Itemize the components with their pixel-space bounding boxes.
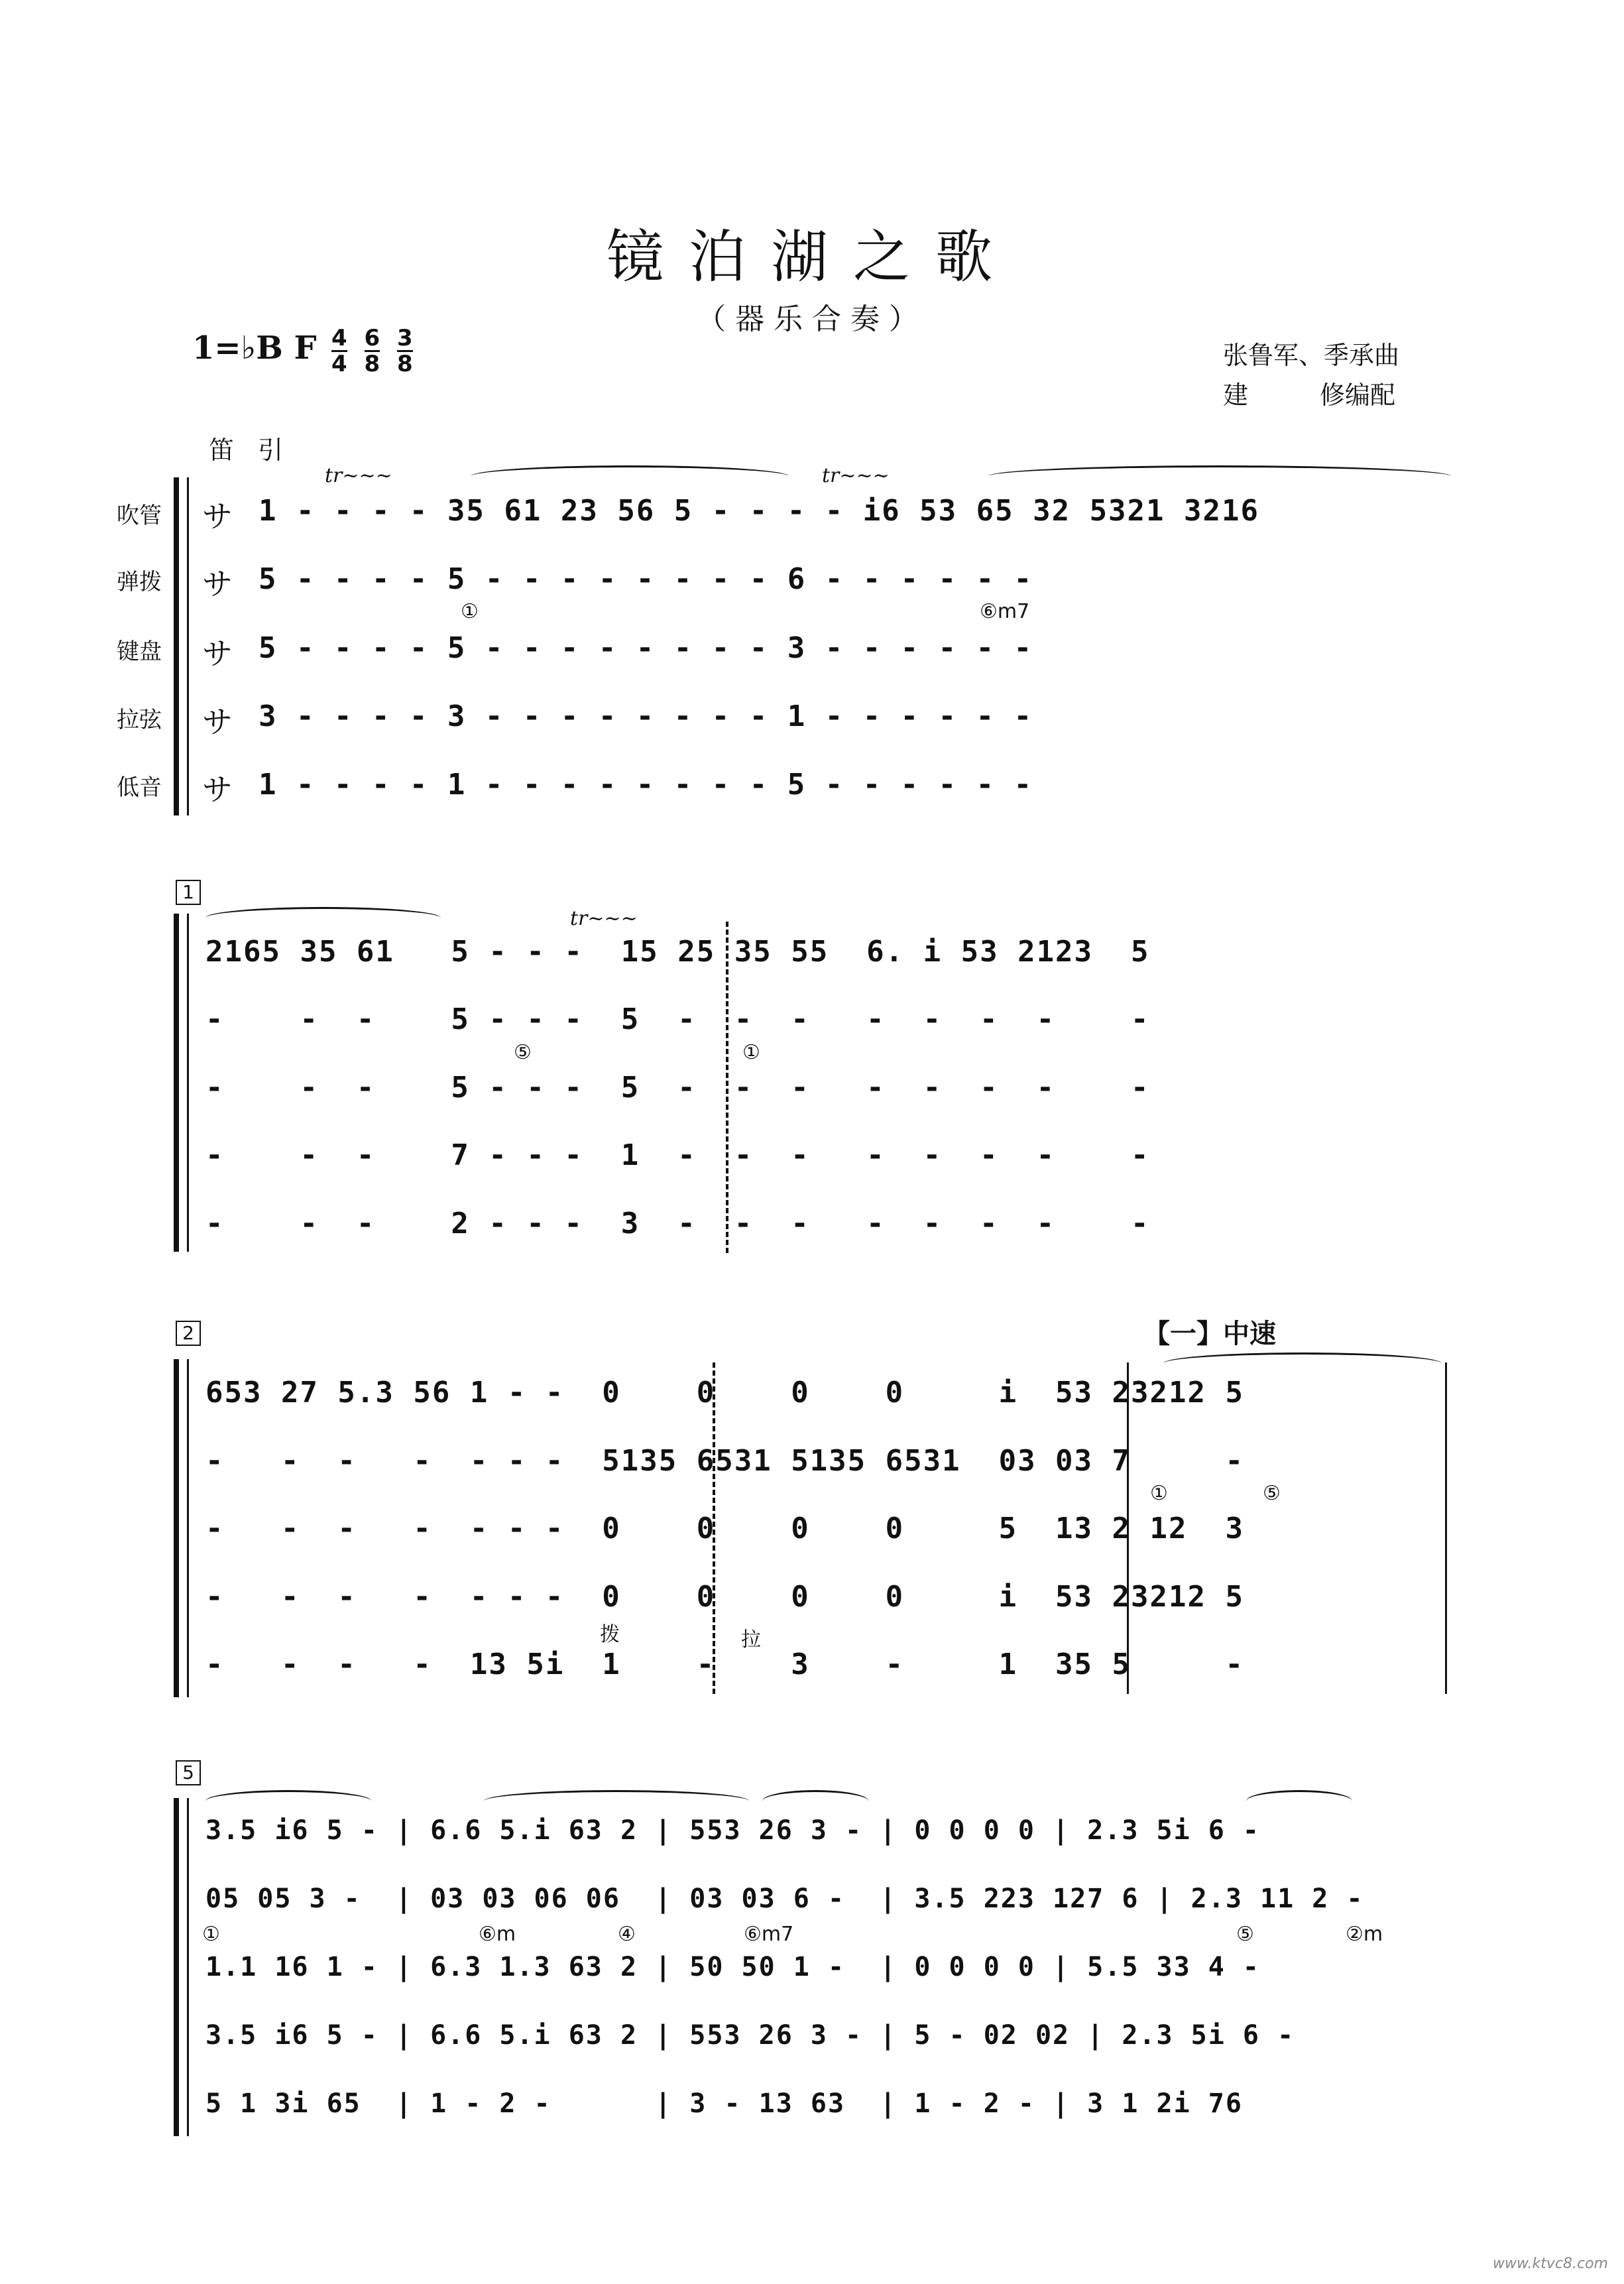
score-line: 1.1 16 1 - | 6.3 1.3 63 2 | 50 50 1 - | 0 0 0 0 | 5.5 33 4 - xyxy=(205,1952,1261,1982)
chord-annotation: ⑤ xyxy=(1263,1482,1281,1505)
score-line: 5 1 3i 65 | 1 - 2 - | 3 - 13 63 | 1 - 2 - | 3 1 2i 76 xyxy=(205,2088,1243,2119)
phrase-slur xyxy=(205,1790,371,1812)
system-bracket xyxy=(174,1798,179,2136)
time-signatures xyxy=(331,326,422,376)
page-title: 镜泊湖之歌 xyxy=(607,224,1017,290)
score-line: 05 05 3 - | 03 03 06 06 | 03 03 6 - | 3.5 223 127 6 | 2.3 11 2 - xyxy=(205,1884,1364,1914)
phrase-slur xyxy=(484,1790,749,1812)
meter-3: $\frac{3}{8}$ xyxy=(397,325,413,377)
score-line: - - - 2 - - - 3 - - - - - - - - xyxy=(205,1207,1150,1240)
chord-annotation: ⑥m7 xyxy=(744,1923,794,1946)
score-line: 5 - - - - 5 - - - - - - - - 3 - - - - - - xyxy=(259,631,1033,665)
composer-credit: 张鲁军、季承曲 xyxy=(1223,341,1400,370)
phrase-slur xyxy=(471,465,789,487)
technique-label: 拨 xyxy=(600,1623,620,1646)
phrase-slur xyxy=(205,907,441,929)
free-tempo-mark: サ xyxy=(202,566,233,602)
score-line: - - - - 13 5i 1 - 3 - 1 35 5 - xyxy=(205,1648,1244,1681)
free-tempo-mark: サ xyxy=(202,704,233,740)
system-bracket-line xyxy=(187,914,189,1252)
phrase-slur xyxy=(988,465,1452,487)
chord-annotation: ⑤ xyxy=(1236,1923,1254,1946)
system-bracket-line xyxy=(187,477,189,815)
score-line: 1 - - - - 1 - - - - - - - - 5 - - - - - - xyxy=(259,768,1033,802)
instrument-label: 键盘 xyxy=(117,638,162,665)
measure-number: 1 xyxy=(176,880,201,905)
phrase-slur xyxy=(1163,1352,1442,1374)
chord-annotation: ②m xyxy=(1346,1923,1383,1946)
trill-mark: tr~~~ xyxy=(325,464,392,487)
score-line: 2165 35 61 5 - - - 15 25 35 55 6. i 53 2123 5 xyxy=(205,935,1150,969)
trill-mark: tr~~~ xyxy=(570,907,638,930)
page-subtitle: （器乐合奏） xyxy=(697,302,927,336)
instrument-label: 低音 xyxy=(117,774,162,801)
meter-1: $\frac{4}{4}$ xyxy=(331,325,347,377)
system-bracket xyxy=(174,914,179,1252)
watermark: www.ktvc8.com xyxy=(1492,2255,1608,2272)
barline xyxy=(1445,1362,1447,1694)
score-line: 1 - - - - 35 61 23 56 5 - - - - i6 53 65 32 5321 3216 xyxy=(259,494,1259,528)
score-line: 3.5 i6 5 - | 6.6 5.i 63 2 | 553 26 3 - | 0 0 0 0 | 2.3 5i 6 - xyxy=(205,1815,1261,1846)
meter-2: $\frac{6}{8}$ xyxy=(364,325,380,377)
technique-label: 拉 xyxy=(741,1628,761,1652)
chord-annotation: ① xyxy=(742,1041,760,1064)
free-tempo-mark: サ xyxy=(202,499,233,534)
score-line: 3 - - - - 3 - - - - - - - - 1 - - - - - - xyxy=(259,699,1033,733)
free-tempo-mark: サ xyxy=(202,636,233,672)
phrase-slur xyxy=(762,1790,868,1812)
system-bracket xyxy=(174,1359,179,1697)
score-line: - - - - - - - 5135 6531 5135 6531 03 03 7 - xyxy=(205,1444,1244,1478)
intro-label: 笛 引 xyxy=(209,436,292,465)
score-line: - - - 7 - - - 1 - - - - - - - - xyxy=(205,1138,1150,1172)
score-line: - - - 5 - - - 5 - - - - - - - - xyxy=(205,1002,1150,1036)
phrase-slur xyxy=(1246,1790,1352,1812)
score-line: - - - - - - - 0 0 0 0 5 13 2 12 3 xyxy=(205,1512,1244,1545)
arranger-credit: 建 修编配 xyxy=(1223,381,1396,410)
trill-mark: tr~~~ xyxy=(822,464,890,487)
chord-annotation: ④ xyxy=(618,1923,636,1946)
chord-annotation: ① xyxy=(461,600,479,623)
measure-number: 2 xyxy=(176,1321,201,1346)
system-bracket-line xyxy=(187,1359,189,1697)
section-heading: 【一】中速 xyxy=(1143,1319,1276,1349)
chord-annotation: ① xyxy=(1150,1482,1168,1505)
instrument-label: 弹拨 xyxy=(117,569,162,595)
instrument-label: 吹管 xyxy=(117,503,162,529)
score-line: 653 27 5.3 56 1 - - 0 0 0 0 i 53 23212 5 xyxy=(205,1376,1244,1410)
score-line: - - - 5 - - - 5 - - - - - - - - xyxy=(205,1071,1150,1105)
chord-annotation: ① xyxy=(202,1923,220,1946)
score-line: - - - - - - - 0 0 0 0 i 53 23212 5 xyxy=(205,1580,1244,1614)
chord-annotation: ⑥m7 xyxy=(980,600,1030,623)
free-tempo-mark: サ xyxy=(202,772,233,808)
instrument-label: 拉弦 xyxy=(117,707,162,733)
score-line: 5 - - - - 5 - - - - - - - - 6 - - - - - - xyxy=(259,562,1033,596)
score-line: 3.5 i6 5 - | 6.6 5.i 63 2 | 553 26 3 - | 5 - 02 02 | 2.3 5i 6 - xyxy=(205,2020,1295,2051)
system-bracket-line xyxy=(187,1798,189,2136)
chord-annotation: ⑥m xyxy=(479,1923,516,1946)
chord-annotation: ⑤ xyxy=(514,1041,532,1064)
key-signature: 1=♭B F xyxy=(192,330,317,367)
measure-number: 5 xyxy=(176,1760,201,1785)
